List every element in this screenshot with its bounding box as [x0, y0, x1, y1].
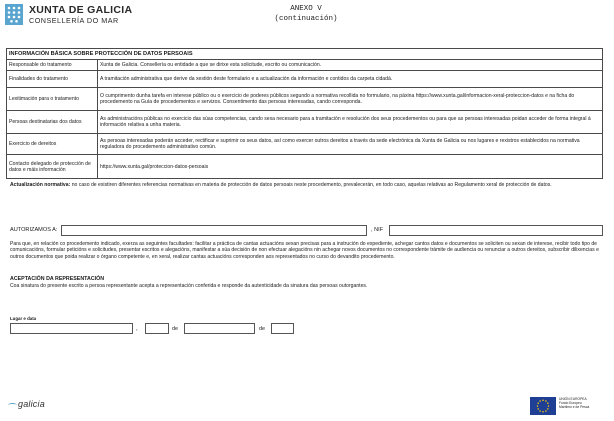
table-heading-row — [7, 49, 603, 60]
department-name: CONSELLERÍA DO MAR — [29, 16, 119, 25]
place-date-label: Lugar e data — [10, 316, 37, 321]
row-label-contact: Contacto delegado de protección de datos e máis información — [7, 155, 98, 179]
of-label-month: de — [172, 326, 178, 332]
row-label-recipients: Persoas destinatarias dos datos — [7, 111, 98, 134]
year-field[interactable] — [271, 323, 294, 334]
place-field[interactable] — [10, 323, 133, 334]
note-label: Actualización normativa: — [10, 182, 71, 188]
acceptance-text: Coa sinatura do presente escrito a persoa representante acepta a representación conferida e responde da autenticidade da sinatura das persoas outorgantes. — [10, 283, 368, 289]
acceptance-title: ACEPTACIÓN DA REPRESENTACIÓN — [10, 276, 105, 282]
data-protection-table — [6, 48, 603, 179]
eu-line: Marítimo e de Pesca — [559, 405, 590, 410]
comma-separator: , — [136, 326, 138, 332]
row-value-purposes: A tramitación administrativa que derive da xestión deste formulario e a actualización da información e contidos da carpeta cidadá. — [98, 71, 603, 88]
annex-header — [270, 4, 342, 24]
row-value-contact: https://www.xunta.gal/proteccion-datos-persoais — [98, 155, 603, 179]
eu-fund-text — [559, 397, 589, 409]
row-value-recipients: As administracións públicas no exercicio das súas competencias, cando sexa necesario para a tramitación e resolución dos seus procedementos ou para que as persoas interesadas poidan acceder de forma integral á información relativa a unha materia. — [98, 111, 603, 134]
normative-update-note — [10, 182, 604, 188]
table-heading: INFORMACIÓN BÁSICA SOBRE PROTECCIÓN DE DATOS PERSOAIS — [7, 49, 603, 60]
representative-name-field[interactable] — [61, 225, 367, 236]
day-field[interactable] — [145, 323, 169, 334]
xunta-flag-logo — [5, 4, 23, 25]
authorize-label: AUTORIZAMOS A: — [10, 227, 58, 233]
table-row — [7, 155, 603, 179]
table-row — [7, 88, 603, 111]
row-label-responsible: Responsable do tratamento — [7, 60, 98, 71]
eu-line: Fondo Europeo — [559, 401, 582, 406]
annex-subtitle: (continuación) — [274, 15, 338, 23]
annex-title: ANEXO V — [290, 5, 322, 13]
org-name: XUNTA DE GALICIA — [29, 4, 133, 16]
row-label-legitimation: Lexitimación para o tratamento — [7, 88, 98, 111]
swoosh-icon — [8, 403, 17, 407]
row-label-purposes: Finalidades do tratamento — [7, 71, 98, 88]
table-row — [7, 60, 603, 71]
table-row — [7, 71, 603, 88]
nif-label: , NIF — [371, 227, 384, 233]
galicia-footer-logo — [8, 399, 45, 409]
eu-line: UNIÓN EUROPEA — [559, 397, 587, 401]
table-row — [7, 111, 603, 134]
table-row — [7, 134, 603, 155]
row-value-rights: As persoas interesadas poderán acceder, rectificar e suprimir os seus datos, así como exercer outros dereitos a través da sede electrónica da Xunta de Galicia ou nos lugares e rexistros establecidos na normativa reguladora do procedemento administrativo común. — [98, 134, 603, 155]
authorization-paragraph: Para que, en relación co procedemento indicado, exerza as seguintes facultades: facilitar a práctica de cantas actuacións sexan precisas para a instrución do expediente, achegar cantos datos e documentos se soliciten ou sexan de interese, recibir todo tipo de comunicacións, formular peticións e solicitudes, presentar escritos e alegacións, manifestar a súa decisión de non efectuar alegacións nin achegar novos documentos no correspondente trámite de audiencia ou renunciar a outros dereitos, subscribir dilixencias e outros documentos que poida realizar o órgano competente e, en xeral, realizar cantas actuacións corresponden aos representados no curso do devandito procedemento. — [10, 241, 599, 260]
month-field[interactable] — [184, 323, 255, 334]
row-label-rights: Exercicio de dereitos — [7, 134, 98, 155]
of-label-year: de — [259, 326, 265, 332]
row-value-legitimation: O cumprimento dunha tarefa en interese público ou o exercicio de poderes públicos segundo a normativa recollida no formulario, na páxina https://www.xunta.gal/informacion-xeral-proteccion-datos e na ficha do procedemento na Guía de procedementos e servizos. Consentimento das persoas interesadas, cando corresponda. — [98, 88, 603, 111]
nif-field[interactable] — [389, 225, 603, 236]
footer-logo-text: galicia — [18, 399, 45, 409]
eu-flag-icon — [530, 397, 556, 415]
row-value-responsible: Xunta de Galicia. Consellería ou entidade a que se dirixe esta solicitude, escrito ou comunicación. — [98, 60, 603, 71]
note-text: no caso de existiren diferentes referencias normativas en materia de protección de datos persoais neste procedemento, prevalecerán, en todo caso, aquelas relativas ao Regulamento xeral de protección de datos. — [71, 182, 552, 188]
